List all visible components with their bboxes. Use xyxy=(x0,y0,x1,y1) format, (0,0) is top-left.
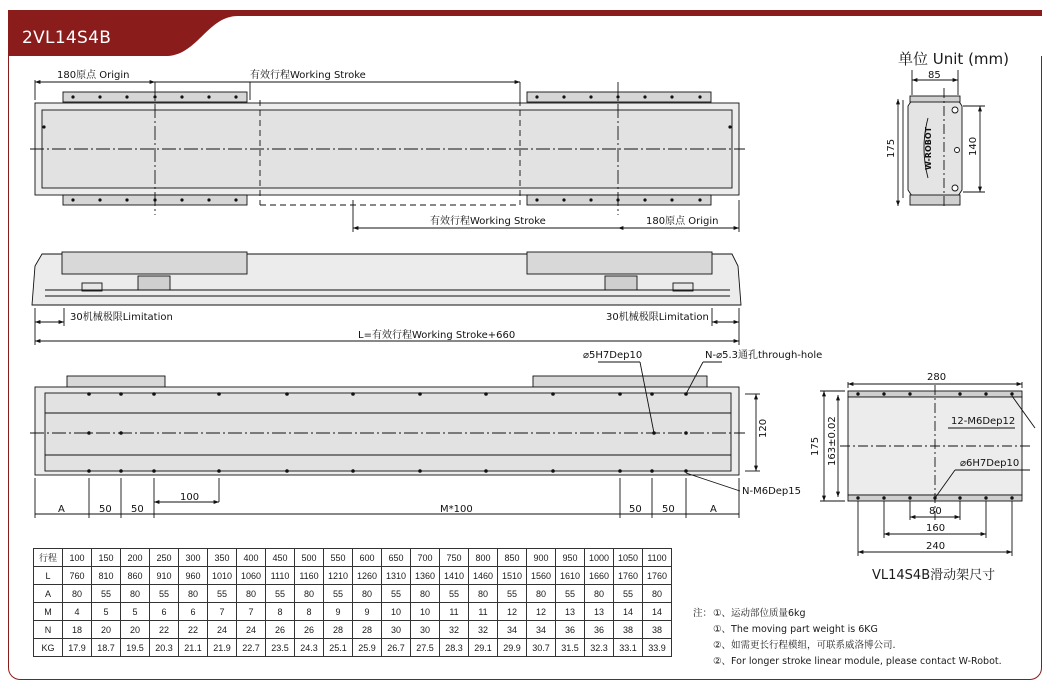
table-cell: 400 xyxy=(237,549,266,567)
origin-right-label: 180原点 Origin xyxy=(646,216,719,227)
table-cell: 200 xyxy=(121,549,150,567)
row-header: N xyxy=(34,621,63,639)
dim-120: 120 xyxy=(758,418,769,438)
table-cell: 250 xyxy=(150,549,179,567)
table-cell: 20 xyxy=(121,621,150,639)
table-cell: 11 xyxy=(440,603,469,621)
end-height-dim: 175 xyxy=(886,138,897,158)
top-view xyxy=(30,80,745,232)
table-cell: 31.5 xyxy=(556,639,585,657)
table-cell: 9 xyxy=(324,603,353,621)
table-cell: 750 xyxy=(440,549,469,567)
note-line: ①、运动部位质量6kg xyxy=(713,608,806,619)
table-cell: 18 xyxy=(63,621,92,639)
table-cell: 25.1 xyxy=(324,639,353,657)
note-line: ②、For longer stroke linear module, please contact W-Robot. xyxy=(713,656,1002,667)
table-cell: 28.3 xyxy=(440,639,469,657)
table-cell: 22 xyxy=(179,621,208,639)
spec-table xyxy=(33,548,672,657)
table-cell: 800 xyxy=(469,549,498,567)
table-cell: 1360 xyxy=(411,567,440,585)
total-length-label: L=有效行程Working Stroke+660 xyxy=(358,330,516,341)
table-cell: 55 xyxy=(324,585,353,603)
table-cell: 650 xyxy=(382,549,411,567)
table-cell: 21.1 xyxy=(179,639,208,657)
note-line: ②、如需更长行程模组，可联系威洛博公司. xyxy=(713,640,896,651)
table-cell: 33.1 xyxy=(614,639,643,657)
carriage-tol-dim: 163±0.02 xyxy=(827,416,838,466)
table-cell: 25.9 xyxy=(353,639,382,657)
table-cell: 12 xyxy=(498,603,527,621)
table-cell: 55 xyxy=(208,585,237,603)
table-cell: 55 xyxy=(556,585,585,603)
table-cell: 6 xyxy=(179,603,208,621)
note-line: ①、The moving part weight is 6KG xyxy=(713,624,878,635)
table-cell: 700 xyxy=(411,549,440,567)
table-cell: 1660 xyxy=(585,567,614,585)
table-cell: 80 xyxy=(527,585,556,603)
table-cell: 24 xyxy=(237,621,266,639)
table-cell: 14 xyxy=(643,603,672,621)
table-row xyxy=(34,549,672,567)
table-cell: 55 xyxy=(266,585,295,603)
table-cell: 1060 xyxy=(237,567,266,585)
through-hole-label: N-⌀5.3通孔through-hole xyxy=(705,350,823,361)
table-cell: 55 xyxy=(440,585,469,603)
row-header: KG xyxy=(34,639,63,657)
table-cell: 36 xyxy=(585,621,614,639)
table-cell: 36 xyxy=(556,621,585,639)
table-cell: 100 xyxy=(63,549,92,567)
dim-a-right: A xyxy=(710,504,717,515)
table-cell: 24.3 xyxy=(295,639,324,657)
table-cell: 860 xyxy=(121,567,150,585)
table-cell: 33.9 xyxy=(643,639,672,657)
table-cell: 30.7 xyxy=(527,639,556,657)
row-header: M xyxy=(34,603,63,621)
table-cell: 12 xyxy=(527,603,556,621)
table-cell: 11 xyxy=(469,603,498,621)
table-cell: 9 xyxy=(353,603,382,621)
table-cell: 1760 xyxy=(614,567,643,585)
table-cell: 500 xyxy=(295,549,324,567)
dim-50-4: 50 xyxy=(662,504,675,515)
table-cell: 80 xyxy=(411,585,440,603)
table-cell: 80 xyxy=(469,585,498,603)
table-cell: 32 xyxy=(469,621,498,639)
table-cell: 600 xyxy=(353,549,382,567)
table-cell: 150 xyxy=(92,549,121,567)
model-title: 2VL14S4B xyxy=(22,28,112,48)
table-cell: 34 xyxy=(527,621,556,639)
table-cell: 30 xyxy=(382,621,411,639)
table-cell: 1260 xyxy=(353,567,382,585)
stroke-top-label: 有效行程Working Stroke xyxy=(250,70,366,81)
table-cell: 32 xyxy=(440,621,469,639)
table-cell: 27.5 xyxy=(411,639,440,657)
table-cell: 32.3 xyxy=(585,639,614,657)
table-row xyxy=(34,639,672,657)
table-cell: 55 xyxy=(150,585,179,603)
table-cell: 850 xyxy=(498,549,527,567)
table-cell: 8 xyxy=(295,603,324,621)
table-cell: 80 xyxy=(353,585,382,603)
table-cell: 810 xyxy=(92,567,121,585)
table-cell: 300 xyxy=(179,549,208,567)
table-cell: 1310 xyxy=(382,567,411,585)
row-header: L xyxy=(34,567,63,585)
dim-50-2: 50 xyxy=(131,504,144,515)
table-cell: 14 xyxy=(614,603,643,621)
table-cell: 1460 xyxy=(469,567,498,585)
dim-a-left: A xyxy=(58,504,65,515)
table-row xyxy=(34,585,672,603)
table-cell: 55 xyxy=(614,585,643,603)
table-cell: 1410 xyxy=(440,567,469,585)
table-cell: 4 xyxy=(63,603,92,621)
table-cell: 23.5 xyxy=(266,639,295,657)
table-cell: 1100 xyxy=(643,549,672,567)
table-cell: 550 xyxy=(324,549,353,567)
table-cell: 1210 xyxy=(324,567,353,585)
table-cell: 38 xyxy=(643,621,672,639)
table-cell: 34 xyxy=(498,621,527,639)
table-cell: 17.9 xyxy=(63,639,92,657)
table-cell: 10 xyxy=(382,603,411,621)
table-cell: 8 xyxy=(266,603,295,621)
table-cell: 760 xyxy=(63,567,92,585)
table-cell: 55 xyxy=(92,585,121,603)
stroke-bottom-label: 有效行程Working Stroke xyxy=(430,216,546,227)
table-cell: 26.7 xyxy=(382,639,411,657)
notes-label: 注： xyxy=(693,608,713,619)
carriage-taps-label: 12-M6Dep12 xyxy=(951,416,1016,427)
table-cell: 80 xyxy=(237,585,266,603)
table-row xyxy=(34,567,672,585)
table-cell: 80 xyxy=(585,585,614,603)
table-cell: 1000 xyxy=(585,549,614,567)
table-cell: 1050 xyxy=(614,549,643,567)
table-cell: 21.9 xyxy=(208,639,237,657)
table-cell: 1110 xyxy=(266,567,295,585)
table-row xyxy=(34,603,672,621)
limit-left-label: 30机械极限Limitation xyxy=(70,312,173,323)
table-cell: 80 xyxy=(643,585,672,603)
table-cell: 350 xyxy=(208,549,237,567)
carriage-d80: 80 xyxy=(929,506,942,517)
table-cell: 960 xyxy=(179,567,208,585)
dim-m100: M*100 xyxy=(440,504,473,515)
bottom-view xyxy=(30,362,760,518)
carriage-caption: VL14S4B滑动架尺寸 xyxy=(872,568,996,583)
carriage-pin-label: ⌀6H7Dep10 xyxy=(960,458,1020,469)
table-row xyxy=(34,621,672,639)
dim-50-1: 50 xyxy=(99,504,112,515)
table-cell: 450 xyxy=(266,549,295,567)
table-cell: 910 xyxy=(150,567,179,585)
table-cell: 20.3 xyxy=(150,639,179,657)
table-cell: 80 xyxy=(121,585,150,603)
end-inner-dim: 140 xyxy=(968,136,979,156)
end-width-dim: 85 xyxy=(928,70,941,81)
table-cell: 1560 xyxy=(527,567,556,585)
table-cell: 30 xyxy=(411,621,440,639)
tap-label: N-M6Dep15 xyxy=(742,486,802,497)
table-cell: 1760 xyxy=(643,567,672,585)
table-cell: 7 xyxy=(237,603,266,621)
table-cell: 1010 xyxy=(208,567,237,585)
table-cell: 5 xyxy=(92,603,121,621)
wrobot-logo: W-ROBOT xyxy=(924,126,933,170)
pin-label: ⌀5H7Dep10 xyxy=(583,350,643,361)
table-cell: 19.5 xyxy=(121,639,150,657)
row-header: A xyxy=(34,585,63,603)
table-cell: 10 xyxy=(411,603,440,621)
table-cell: 80 xyxy=(63,585,92,603)
carriage-d240: 240 xyxy=(926,541,946,552)
table-cell: 28 xyxy=(324,621,353,639)
table-cell: 26 xyxy=(266,621,295,639)
unit-label: 单位 Unit (mm) xyxy=(898,50,1009,68)
carriage-d160: 160 xyxy=(926,523,946,534)
table-cell: 1610 xyxy=(556,567,585,585)
table-cell: 29.1 xyxy=(469,639,498,657)
table-cell: 5 xyxy=(121,603,150,621)
table-cell: 22 xyxy=(150,621,179,639)
table-cell: 29.9 xyxy=(498,639,527,657)
table-cell: 1510 xyxy=(498,567,527,585)
table-cell: 950 xyxy=(556,549,585,567)
table-cell: 55 xyxy=(498,585,527,603)
limit-right-label: 30机械极限Limitation xyxy=(606,312,709,323)
table-cell: 80 xyxy=(295,585,324,603)
table-cell: 55 xyxy=(382,585,411,603)
origin-left-label: 180原点 Origin xyxy=(57,70,130,81)
table-cell: 1160 xyxy=(295,567,324,585)
table-cell: 80 xyxy=(179,585,208,603)
table-cell: 900 xyxy=(527,549,556,567)
table-cell: 20 xyxy=(92,621,121,639)
table-cell: 38 xyxy=(614,621,643,639)
dim-100: 100 xyxy=(180,492,200,503)
table-cell: 22.7 xyxy=(237,639,266,657)
table-cell: 18.7 xyxy=(92,639,121,657)
table-cell: 13 xyxy=(585,603,614,621)
table-cell: 13 xyxy=(556,603,585,621)
carriage-width-dim: 280 xyxy=(927,372,947,383)
table-cell: 28 xyxy=(353,621,382,639)
table-cell: 7 xyxy=(208,603,237,621)
table-cell: 6 xyxy=(150,603,179,621)
table-cell: 24 xyxy=(208,621,237,639)
carriage-height-dim: 175 xyxy=(810,436,821,456)
row-header: 行程 xyxy=(34,549,63,567)
table-cell: 26 xyxy=(295,621,324,639)
dim-50-3: 50 xyxy=(629,504,642,515)
